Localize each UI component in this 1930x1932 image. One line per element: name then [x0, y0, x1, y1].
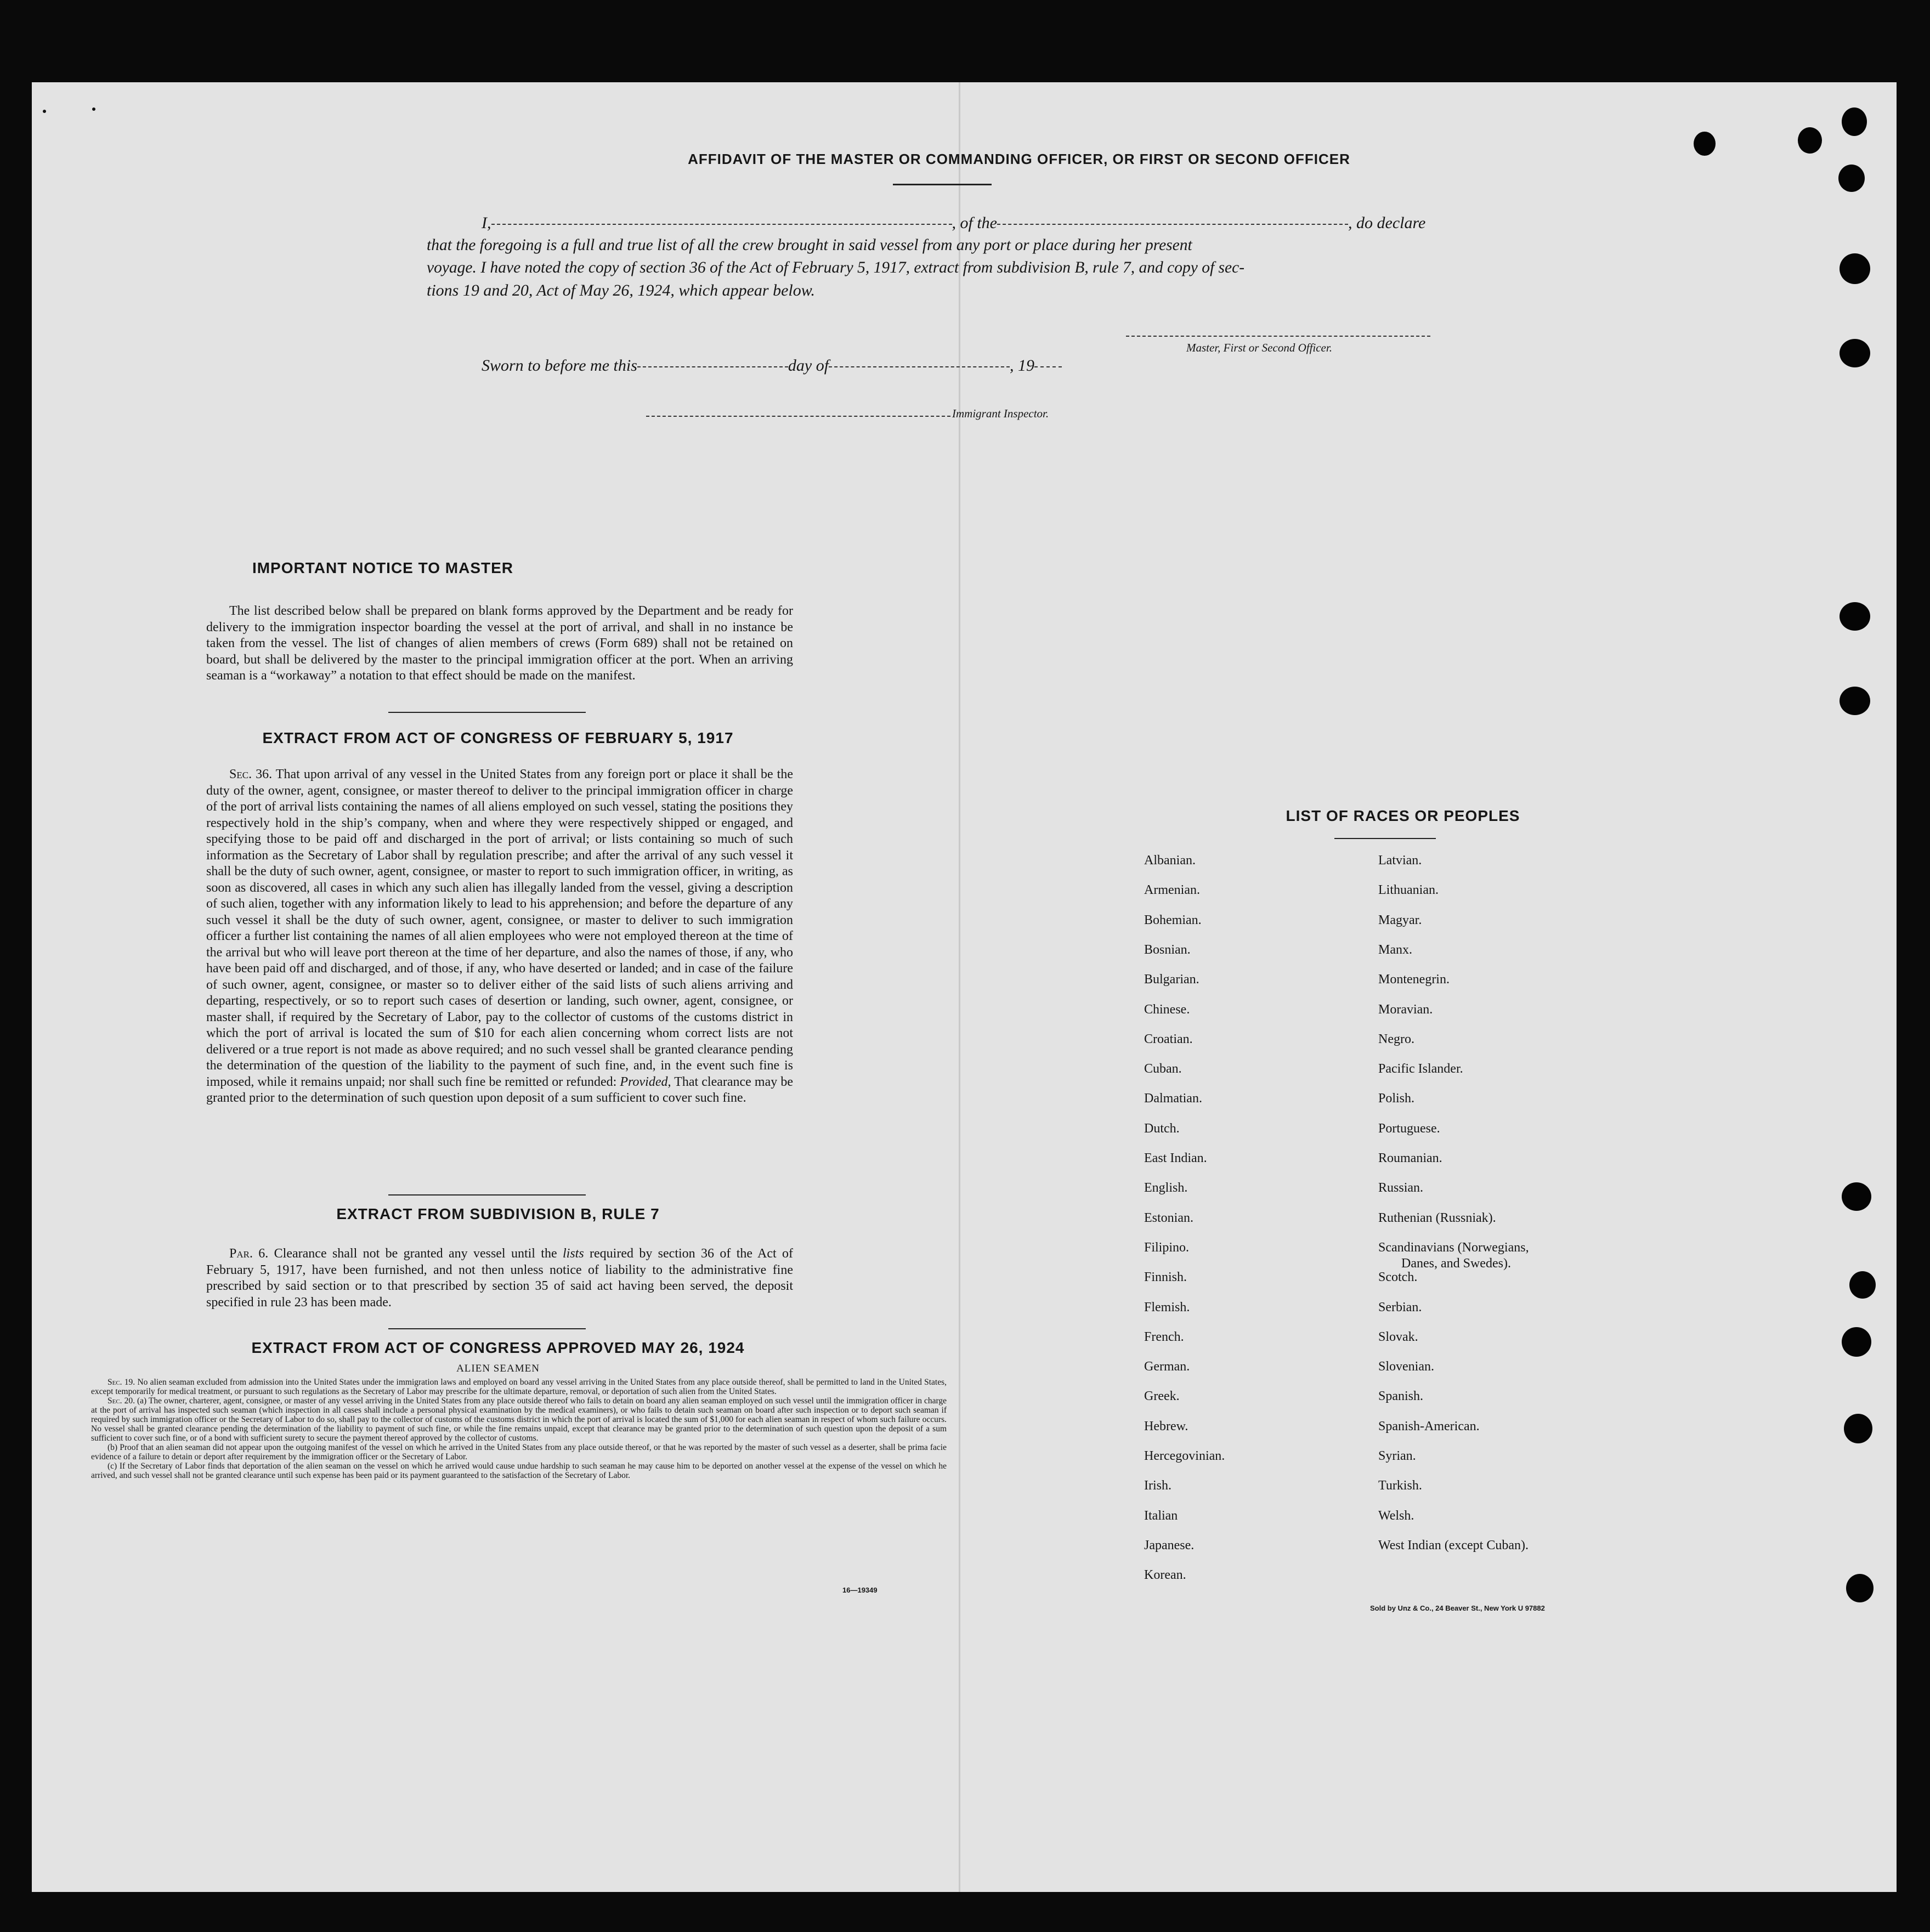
races-title: LIST OF RACES OR PEOPLES [1286, 807, 1520, 824]
race-item: Albanian. [1144, 853, 1196, 868]
inspector-signature-line[interactable] [646, 416, 950, 417]
act-1917-section-label: Sec. 36. [229, 767, 273, 781]
notice-title: IMPORTANT NOTICE TO MASTER [252, 559, 514, 576]
punch-hole [1846, 1574, 1874, 1602]
rule-7-lists: lists [562, 1247, 584, 1261]
rule-7-title: EXTRACT FROM SUBDIVISION B, RULE 7 [336, 1205, 660, 1222]
act-1917-title: EXTRACT FROM ACT OF CONGRESS OF FEBRUARY 5, 1917 [262, 729, 734, 746]
speck [92, 107, 95, 111]
punch-hole [1842, 107, 1867, 136]
race-item: Spanish-American. [1378, 1419, 1480, 1434]
divider [1334, 838, 1436, 839]
punch-hole [1840, 687, 1870, 715]
sworn-text: Sworn to before me this [482, 356, 637, 375]
rule-7-text-b: required by section 36 of the Act of February 5, 1917, have been furnished, and not then unless notice of liability to the administrative fine prescribed by said section or to that prescribed by section 35 of said act having been served, the deposit specified in rule 23 has been made. [206, 1247, 794, 1310]
race-item: Latvian. [1378, 853, 1422, 868]
race-item: Bosnian. [1144, 942, 1191, 957]
act-1924-subtitle: ALIEN SEAMEN [456, 1363, 540, 1374]
section-20-label: Sec. 20. [107, 1396, 135, 1406]
race-item: Turkish. [1378, 1478, 1422, 1493]
affidavit-line-2: that the foregoing is a full and true list of all the crew brought in said vessel from any port or place during her present [427, 236, 1192, 254]
race-item: Dalmatian. [1144, 1091, 1202, 1106]
race-item: Irish. [1144, 1478, 1171, 1493]
inspector-caption: Immigrant Inspector. [952, 407, 1049, 420]
affidavit-line-4: tions 19 and 20, Act of May 26, 1924, which appear below. [427, 281, 816, 299]
race-item: Slovak. [1378, 1329, 1418, 1344]
race-item: Dutch. [1144, 1121, 1180, 1136]
year-blank[interactable] [1034, 366, 1062, 367]
race-item: Lithuanian. [1378, 883, 1439, 898]
rule-7-body [206, 1246, 793, 1311]
race-item: Flemish. [1144, 1300, 1190, 1315]
race-item: Finnish. [1144, 1270, 1187, 1285]
center-fold [959, 82, 960, 1892]
race-item: Filipino. [1144, 1240, 1190, 1255]
master-caption: Master, First or Second Officer. [1186, 341, 1332, 354]
punch-hole [1844, 1414, 1872, 1443]
race-item: West Indian (except Cuban). [1378, 1538, 1529, 1553]
race-item: Welsh. [1378, 1508, 1414, 1523]
race-item: Estonian. [1144, 1210, 1193, 1225]
affidavit-line-3: voyage. I have noted the copy of section 36 of the Act of February 5, 1917, extract from subdivision B, rule 7, and copy of sec- [427, 259, 1245, 276]
affidavit-do-declare: , do declare [1348, 214, 1426, 232]
sworn-line [482, 356, 1062, 375]
affidavit-of-the: , of the [952, 214, 997, 232]
race-item: Greek. [1144, 1389, 1180, 1404]
race-item: German. [1144, 1359, 1190, 1374]
vessel-blank[interactable] [997, 224, 1348, 225]
notice-body: The list described below shall be prepared on blank forms approved by the Department and be ready for delivery to the immigration inspector boarding the vessel at the port of arrival, and shall in no instance be taken from the vessel. The list of changes of alien members of crews (Form 689) shall not be retained on board, but shall be delivered by the master to the principal immigration officer at the port. When an arriving seaman is a “workaway” a notation to that effect should be made on the manifest. [206, 604, 793, 683]
race-item: Russian. [1378, 1181, 1424, 1196]
race-item: Montenegrin. [1378, 972, 1450, 987]
punch-hole [1840, 253, 1870, 284]
divider [893, 184, 992, 185]
race-item: Japanese. [1144, 1538, 1195, 1553]
punch-hole [1798, 127, 1822, 154]
race-item: Roumanian. [1378, 1151, 1442, 1165]
race-item: French. [1144, 1329, 1184, 1344]
section-20a [91, 1396, 947, 1443]
form-number: 16—19349 [842, 1586, 878, 1594]
race-item: Scotch. [1378, 1270, 1418, 1285]
form-page [32, 82, 1897, 1892]
race-item: Portuguese. [1378, 1121, 1440, 1136]
race-item: English. [1144, 1181, 1188, 1196]
race-item: Moravian. [1378, 1002, 1433, 1017]
act-1917-provided: Provided, [620, 1074, 671, 1089]
race-item: Danes, and Swedes). [1401, 1256, 1511, 1271]
year-text: , 19 [1010, 356, 1035, 375]
race-item: Polish. [1378, 1091, 1415, 1106]
section-19 [91, 1378, 947, 1396]
act-1924-body [91, 1378, 947, 1480]
section-20b: (b) Proof that an alien seaman did not appear upon the outgoing manifest of the vessel on which he arrived in the United States from any place outside thereof, or that he was reported by the master of such vessel as a deserter, shall be prima facie evidence of a failure to detain or deport after requirement by the immigration officer or the Secretary of Labor. [91, 1443, 947, 1461]
race-item: Scandinavians (Norwegians, [1378, 1240, 1529, 1255]
race-item: Hebrew. [1144, 1419, 1188, 1434]
day-of-text: day of [788, 356, 829, 375]
punch-hole [1849, 1271, 1876, 1299]
race-item: Korean. [1144, 1568, 1186, 1583]
race-item: Slovenian. [1378, 1359, 1434, 1374]
race-item: Manx. [1378, 942, 1412, 957]
race-item: Chinese. [1144, 1002, 1190, 1017]
section-20a-text: (a) The owner, charterer, agent, consignee, or master of any vessel arriving in the United States from any place outside thereof who fails to detain on board any alien seaman employed on such vessel until the immigration officer in charge at the port of arrival has inspected such seaman (which inspection in all cases shall include a personal physical examination by the medical examiners), or who fails to detain such seaman on board after such inspection or to deport such seaman if required by such immigration officer or the Secretary of Labor to do so, shall pay to the collector of customs of the customs district in which the port of arrival is located the sum of $1,000 for each alien seaman in respect of whom such failure occurs. No vessel shall be granted clearance pending the determination of the liability to payment of such fine, or while the fine remains unpaid, except that clearance may be granted prior to the determination of such question upon the deposit of a sum sufficient to cover such fine, or of a bond with sufficient surety to secure the payment thereof approved by the collector of customs. [91, 1396, 947, 1443]
punch-hole [1842, 1182, 1871, 1211]
race-item: Croatian. [1144, 1032, 1193, 1046]
affidavit-title: AFFIDAVIT OF THE MASTER OR COMMANDING OFFICER, OR FIRST OR SECOND OFFICER [688, 151, 1350, 167]
affidavit-i: I, [482, 214, 491, 232]
act-1917-body [206, 767, 793, 1107]
section-20c: (c) If the Secretary of Labor finds that deportation of the alien seaman on the vessel on which he arrived would cause undue hardship to such seaman he may cause him to be deported on another vessel at the expense of the vessel on which he arrived, and such vessel shall not be granted clearance until such expense has been paid or its payment guaranteed to the satisfaction of the Secretary of Labor. [91, 1461, 947, 1480]
section-19-text: No alien seaman excluded from admission into the United States under the immigration laws and employed on board any vessel arriving in the United States from any place outside thereof, shall be permitted to land in the United States, except temporarily for medical treatment, or pursuant to such regulations as the Secretary of Labor may prescribe for the ultimate departure, removal, or deportation of such alien from the United States. [91, 1378, 947, 1396]
divider [388, 712, 586, 713]
race-item: Bulgarian. [1144, 972, 1199, 987]
day-blank[interactable] [637, 366, 788, 367]
section-19-label: Sec. 19. [107, 1378, 135, 1387]
divider [388, 1328, 586, 1329]
act-1924-title: EXTRACT FROM ACT OF CONGRESS APPROVED MAY 26, 1924 [251, 1339, 745, 1356]
rule-7-text-a: Clearance shall not be granted any vessel until the [274, 1247, 557, 1261]
rule-7-par-label: Par. 6. [229, 1247, 269, 1261]
punch-hole [1840, 602, 1870, 631]
punch-hole [1840, 339, 1870, 367]
race-item: Spanish. [1378, 1389, 1424, 1404]
act-1917-tail: That clearance may be granted prior to the determination of such question upon deposit of a sum sufficient to cover such fine. [206, 1074, 794, 1105]
race-item: Syrian. [1378, 1449, 1416, 1463]
race-item: Armenian. [1144, 883, 1200, 898]
race-item: Ruthenian (Russniak). [1378, 1210, 1496, 1225]
punch-hole [1694, 132, 1716, 156]
race-item: East Indian. [1144, 1151, 1207, 1165]
punch-hole [1842, 1327, 1871, 1357]
race-item: Pacific Islander. [1378, 1062, 1463, 1077]
race-item: Magyar. [1378, 913, 1422, 927]
act-1917-text: That upon arrival of any vessel in the United States from any foreign port or place it shall be the duty of the owner, agent, consignee, or master thereof to deliver to the principal immigration officer in charge of the port of arrival lists containing the names of all aliens employed on such vessel, stating the positions they respectively hold in the ship’s company, when and where they were respectively shipped or engaged, and specifying those to be paid off and discharged in the port of arrival; or lists containing so much of such information as the Secretary of Labor shall by regulation prescribe; and after the arrival of any such vessel it shall be the duty of such owner, agent, consignee, or master to report to such immigration officer, in writing, as soon as discovered, all cases in which any such alien has illegally landed from the vessel, giving a description of such alien, together with any information likely to lead to his apprehension; and before the departure of any such vessel it shall be the duty of such owner, agent, consignee, or master to deliver to such immigration officer a further list containing the names of all alien employees who were not employed thereon at the time of the arrival but who will leave port thereon at the time of her departure, and also the names of those, if any, who have been paid off and discharged, and of those, if any, who have deserted or landed; and in case of the failure of such owner, agent, consignee, or master so to deliver either of the said lists of such aliens arriving and departing, respectively, or so to report such cases of desertion or landing, such owner, agent, consignee, or master shall, if required by the Secretary of Labor, pay to the collector of customs of the customs district in which the port of arrival is located the sum of $10 for each alien concerning whom correct lists are not delivered or a true report is not made as above required; and no such vessel shall be granted clearance pending the determination of the question of the liability to the payment of such fine, and, in the event such fine is imposed, while it remains unpaid; nor shall such fine be remitted or refunded: [206, 767, 794, 1089]
month-blank[interactable] [829, 366, 1010, 367]
speck [43, 110, 46, 113]
divider [388, 1194, 586, 1196]
race-item: Bohemian. [1144, 913, 1202, 927]
punch-hole [1838, 165, 1865, 192]
race-item: Negro. [1378, 1032, 1414, 1046]
master-signature-line[interactable] [1126, 336, 1430, 337]
affidavit-line-1 [482, 214, 1425, 233]
race-item: Italian [1144, 1508, 1178, 1523]
race-item: Hercegovinian. [1144, 1449, 1225, 1463]
race-item: Serbian. [1378, 1300, 1422, 1315]
name-blank[interactable] [491, 224, 952, 225]
race-item: Cuban. [1144, 1062, 1182, 1077]
printer-imprint: Sold by Unz & Co., 24 Beaver St., New York U 97882 [1370, 1604, 1545, 1612]
